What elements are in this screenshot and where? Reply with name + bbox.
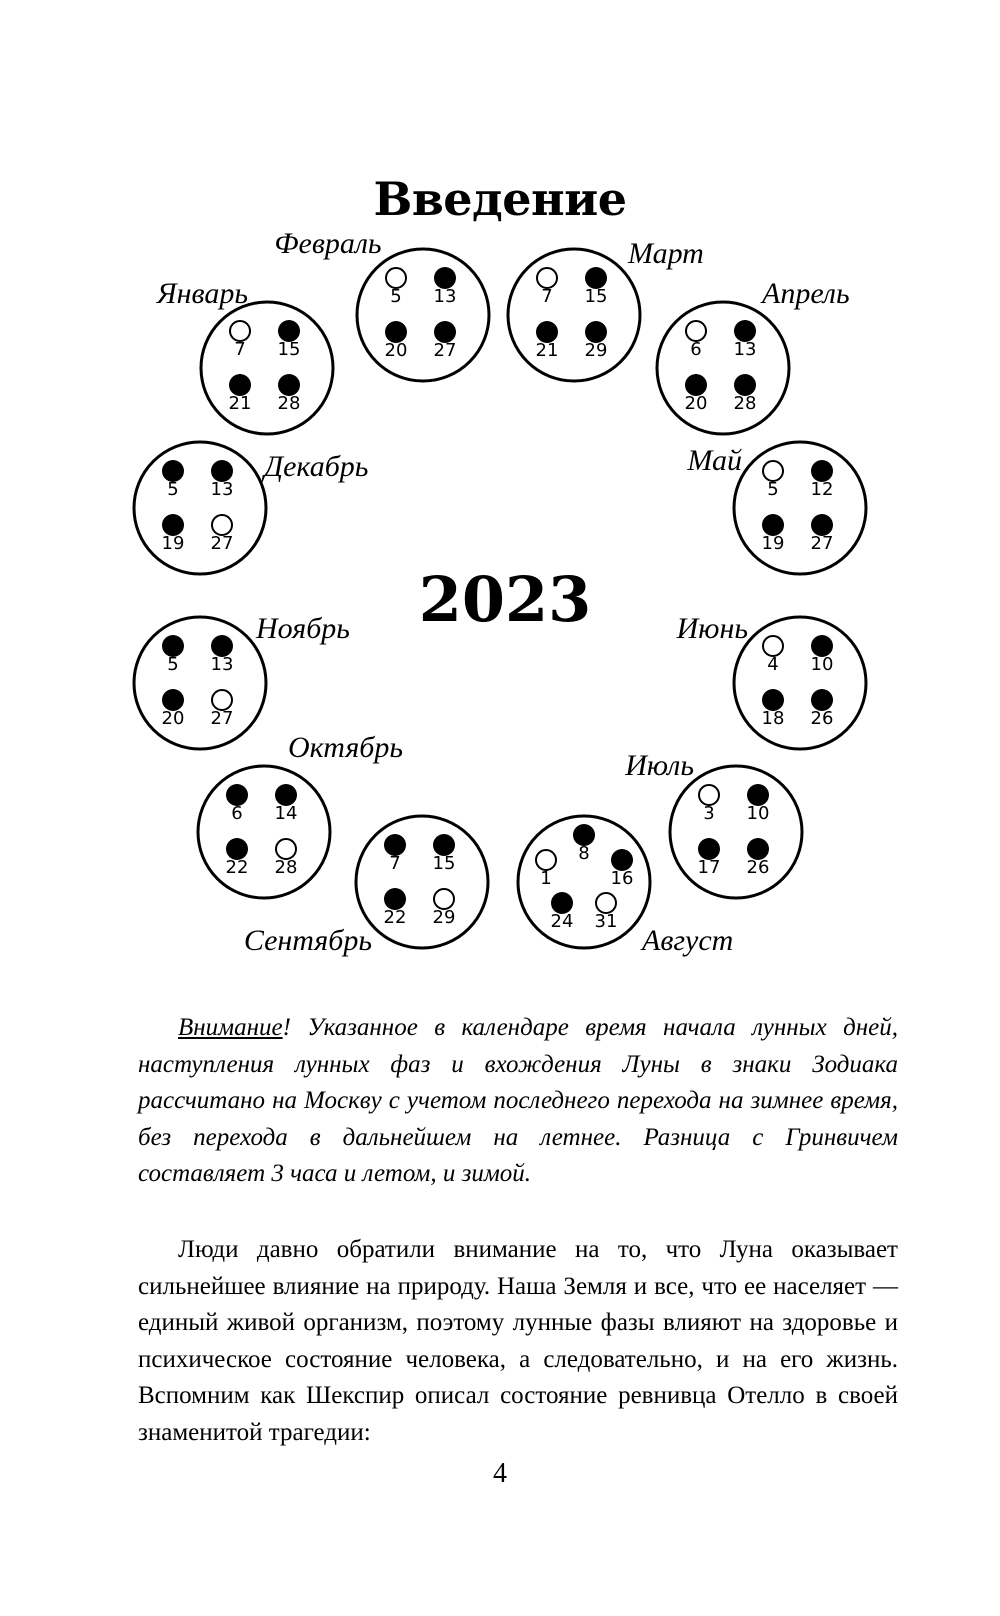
phase-day: 15 xyxy=(584,286,608,307)
full-moon-icon xyxy=(276,839,296,859)
phase-day: 5 xyxy=(390,286,402,307)
phase-day: 13 xyxy=(210,654,234,675)
month-label: Ноябрь xyxy=(256,612,350,645)
month-label: Май xyxy=(687,444,742,477)
phase-day: 19 xyxy=(761,533,785,554)
full-moon-icon xyxy=(596,893,616,913)
phase-day: 22 xyxy=(225,857,249,878)
phase-day: 6 xyxy=(231,803,243,824)
phase-day: 29 xyxy=(584,340,608,361)
month-label: Апрель xyxy=(762,277,850,310)
phase-day: 3 xyxy=(703,803,715,824)
month-disc-outline xyxy=(657,302,789,434)
month-disc-outline xyxy=(734,617,866,749)
phase-day: 20 xyxy=(384,340,408,361)
month-disc-outline xyxy=(198,766,330,898)
month-disc-outline xyxy=(357,249,489,381)
month-disc xyxy=(686,442,866,574)
full-moon-icon xyxy=(686,321,706,341)
phase-day: 15 xyxy=(277,339,301,360)
notice-paragraph xyxy=(138,1010,898,1193)
month-label: Декабрь xyxy=(264,450,369,483)
phase-day: 27 xyxy=(433,340,457,361)
month-label: Январь xyxy=(156,277,248,310)
page-title: Введение xyxy=(373,172,627,226)
month-label: Июль xyxy=(625,749,694,782)
phase-day: 5 xyxy=(167,479,179,500)
notice-text: ! Указанное в календаре время начала лунных дней, наступления лунных фаз и вхождения Луны в знаки Зодиака рассчитано на Москву с учетом последнего перехода на зимнее время, без перехода в дальнейшем на летнее. Разница с Гринвичем составляет 3 часа и летом, и зимой. xyxy=(138,1014,898,1187)
month-disc xyxy=(155,277,333,434)
full-moon-icon xyxy=(230,321,250,341)
month-label: Март xyxy=(628,237,704,270)
phase-day: 17 xyxy=(697,857,721,878)
month-disc xyxy=(134,442,368,574)
month-label: Август xyxy=(642,924,734,957)
phase-day: 24 xyxy=(550,911,574,932)
phase-day: 7 xyxy=(541,286,553,307)
full-moon-icon xyxy=(536,850,556,870)
phase-day: 13 xyxy=(433,286,457,307)
phase-day: 20 xyxy=(684,393,708,414)
year-label: 2023 xyxy=(418,563,592,636)
body-paragraph: Люди давно обратили внимание на то, что Луна оказывает сильнейшее влияние на природу. Наша Земля и все, что ее населяет — единый живой организм, поэтому лунные фазы влияют на здоровье и психическое состояние человека, а следовательно, и на его жизнь. Вспомним как Шекспир описал состояние ревнивца Отелло в своей знаменитой трагедии: xyxy=(138,1236,898,1446)
month-label: Октябрь xyxy=(288,731,404,764)
phase-day: 10 xyxy=(746,803,770,824)
phase-day: 13 xyxy=(733,339,757,360)
full-moon-icon xyxy=(763,461,783,481)
phase-day: 15 xyxy=(432,853,456,874)
month-label: Сентябрь xyxy=(243,924,372,957)
notice-label: Внимание xyxy=(178,1014,283,1041)
phase-day: 27 xyxy=(810,533,834,554)
month-disc-outline xyxy=(201,302,333,434)
month-label: Февраль xyxy=(274,227,382,260)
phase-day: 10 xyxy=(810,654,834,675)
month-disc-outline xyxy=(508,249,640,381)
phase-day: 16 xyxy=(610,868,634,889)
phase-day: 26 xyxy=(746,857,770,878)
phase-day: 21 xyxy=(535,340,559,361)
phase-day: 21 xyxy=(228,393,252,414)
phase-day: 29 xyxy=(432,907,456,928)
phase-day: 18 xyxy=(761,708,785,729)
phase-day: 28 xyxy=(733,393,757,414)
phase-day: 14 xyxy=(274,803,298,824)
month-disc-outline xyxy=(134,442,266,574)
month-disc-outline xyxy=(356,816,488,948)
full-moon-icon xyxy=(212,515,232,535)
phase-day: 5 xyxy=(767,479,779,500)
phase-day: 5 xyxy=(167,654,179,675)
phase-day: 8 xyxy=(578,843,590,864)
phase-day: 27 xyxy=(210,708,234,729)
phase-day: 7 xyxy=(234,339,246,360)
phase-day: 20 xyxy=(161,708,185,729)
phase-day: 4 xyxy=(767,654,779,675)
phase-day: 31 xyxy=(594,911,618,932)
month-disc xyxy=(657,277,850,434)
page-number: 4 xyxy=(493,1458,507,1489)
month-disc-outline xyxy=(134,617,266,749)
month-disc-outline xyxy=(734,442,866,574)
phase-day: 26 xyxy=(810,708,834,729)
phase-day: 12 xyxy=(810,479,834,500)
month-label: Июнь xyxy=(676,612,748,645)
month-disc xyxy=(676,612,866,749)
full-moon-icon xyxy=(699,785,719,805)
phase-day: 28 xyxy=(274,857,298,878)
phase-day: 1 xyxy=(540,868,552,889)
phase-day: 19 xyxy=(161,533,185,554)
full-moon-icon xyxy=(537,268,557,288)
phase-day: 22 xyxy=(383,907,407,928)
month-disc xyxy=(134,612,350,749)
month-disc-outline xyxy=(670,766,802,898)
phase-day: 27 xyxy=(210,533,234,554)
phase-day: 7 xyxy=(389,853,401,874)
phase-day: 28 xyxy=(277,393,301,414)
phase-day: 13 xyxy=(210,479,234,500)
full-moon-icon xyxy=(386,268,406,288)
full-moon-icon xyxy=(212,690,232,710)
full-moon-icon xyxy=(763,636,783,656)
full-moon-icon xyxy=(434,889,454,909)
phase-day: 6 xyxy=(690,339,702,360)
